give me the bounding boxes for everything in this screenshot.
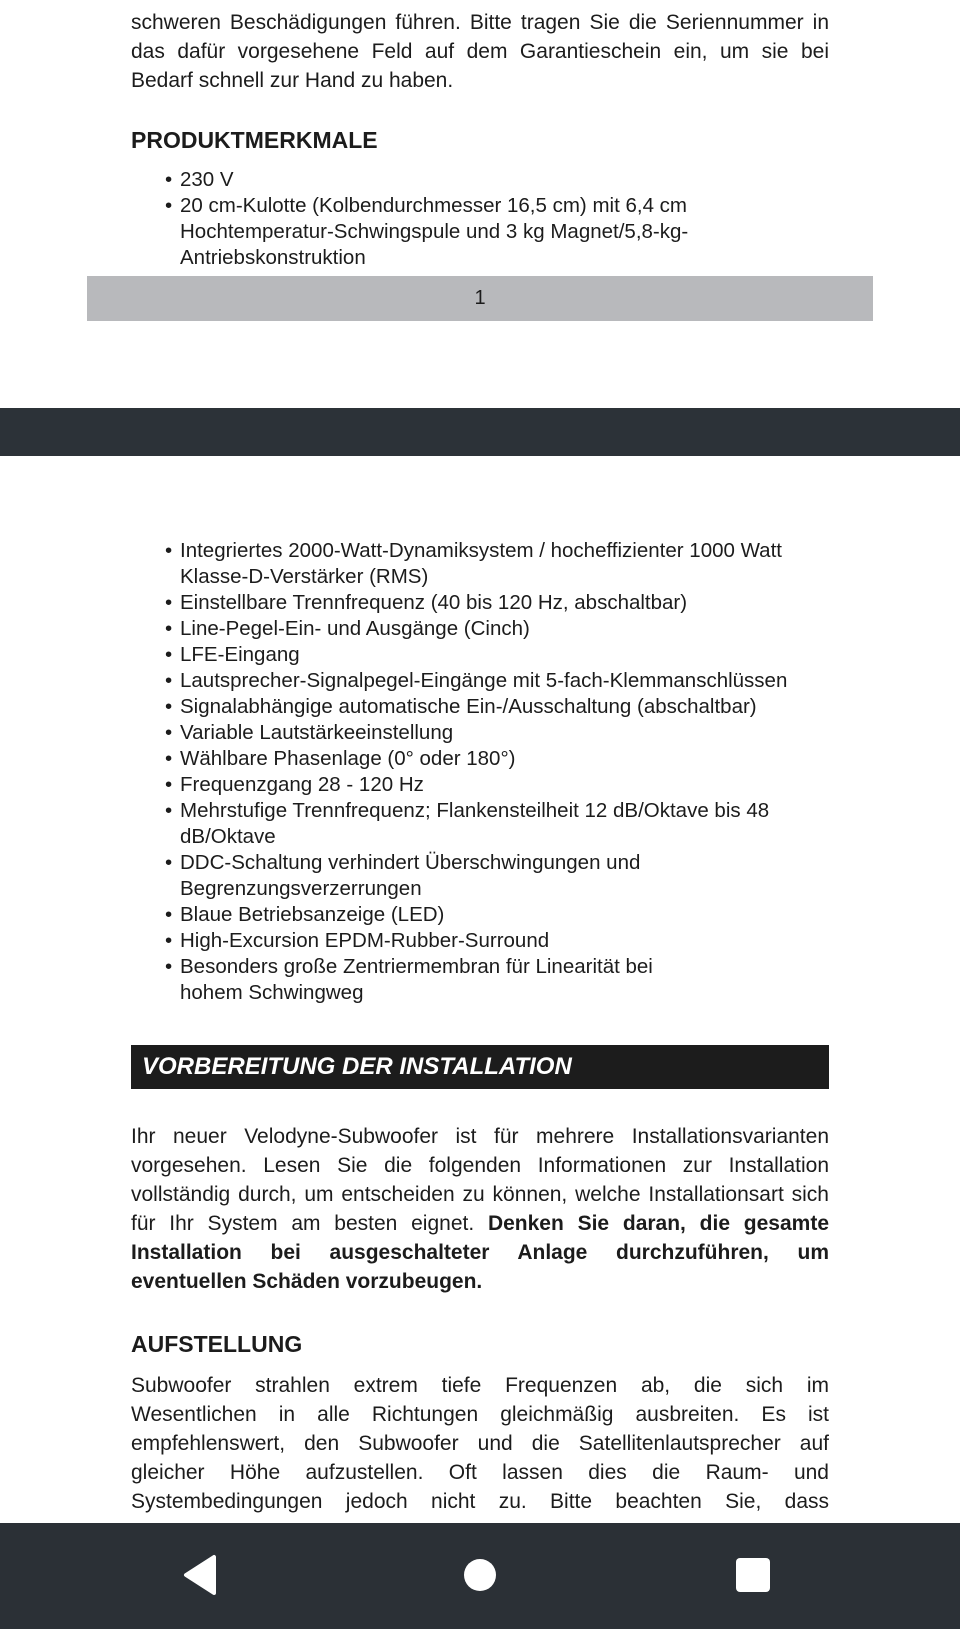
feature-item: • Mehrstufige Trennfrequenz; Flankensteilheit 12 dB/Oktave bis 48 dB/Oktave bbox=[165, 798, 845, 850]
feature-item: • High-Excursion EPDM-Rubber-Surround bbox=[165, 928, 845, 954]
page-divider bbox=[0, 408, 960, 456]
clipped-text-line bbox=[131, 0, 829, 2]
paragraph-line: schweren Beschädigungen führen. Bitte tragen Sie die Seriennummer in bbox=[131, 11, 829, 34]
home-button[interactable] bbox=[450, 1545, 510, 1605]
features-heading: PRODUKTMERKMALE bbox=[131, 127, 378, 153]
feature-item: • Variable Lautstärkeeinstellung bbox=[165, 720, 845, 746]
paragraph-line: Systembedingungen jedoch nicht zu. Bitte beachten Sie, dass bbox=[131, 1490, 829, 1513]
section-title: VORBEREITUNG DER INSTALLATION bbox=[142, 1053, 572, 1080]
feature-item: • 230 V bbox=[165, 167, 735, 193]
features-list-page2 bbox=[165, 538, 845, 1006]
features-list-page1 bbox=[165, 167, 735, 271]
feature-item: • Signalabhängige automatische Ein-/Ausschaltung (abschaltbar) bbox=[165, 694, 845, 720]
paragraph-line: Subwoofer strahlen extrem tiefe Frequenzen ab, die sich im bbox=[131, 1374, 829, 1397]
home-circle-icon bbox=[450, 1545, 510, 1605]
feature-item: • Besonders große Zentriermembran für Linearität bei hohem Schwingweg bbox=[165, 954, 690, 1006]
paragraph-line: empfehlenswert, den Subwoofer und die Satellitenlautsprecher auf bbox=[131, 1432, 829, 1455]
back-triangle-icon bbox=[172, 1545, 232, 1605]
installation-warning: Denken Sie daran, die gesamte Installation bei ausgeschalteter Anlage durchzuführen, um eventuellen Schäden vorzubeugen. bbox=[131, 1212, 829, 1293]
paragraph-line: das dafür vorgesehene Feld auf dem Garantieschein ein, um sie bei bbox=[131, 40, 829, 63]
feature-item: • Einstellbare Trennfrequenz (40 bis 120 Hz, abschaltbar) bbox=[165, 590, 845, 616]
feature-item: • Lautsprecher-Signalpegel-Eingänge mit 5-fach-Klemmanschlüssen bbox=[165, 668, 845, 694]
back-button[interactable] bbox=[172, 1545, 232, 1605]
placement-heading: AUFSTELLUNG bbox=[131, 1331, 303, 1357]
feature-item: • Blaue Betriebsanzeige (LED) bbox=[165, 902, 845, 928]
document-page-1 bbox=[0, 0, 960, 408]
intro-paragraph bbox=[131, 8, 829, 95]
document-page-2 bbox=[0, 456, 960, 1523]
paragraph-line: Wesentlichen in alle Richtungen gleichmäßig ausbreiten. Es ist bbox=[131, 1403, 829, 1426]
feature-item: • Wählbare Phasenlage (0° oder 180°) bbox=[165, 746, 845, 772]
feature-item: • 20 cm-Kulotte (Kolbendurchmesser 16,5 cm) mit 6,4 cm Hochtemperatur-Schwingspule und 3 kg Magnet/5,8-kg-Antriebskonstruktion bbox=[165, 193, 735, 271]
system-navigation-bar bbox=[0, 1523, 960, 1629]
paragraph-line: gleicher Höhe aufzustellen. Oft lassen dies die Raum- und bbox=[131, 1461, 829, 1484]
feature-item: • LFE-Eingang bbox=[165, 642, 845, 668]
section-title-bar bbox=[131, 1045, 829, 1089]
installation-text: Ihr neuer Velodyne-Subwoofer ist für mehrere Installationsvarianten vorgesehen. Lesen Sie die folgenden Informationen zur Installation vollständig durch, um entscheiden zu können, welche Installationsart sich für Ihr System am besten eignet. bbox=[131, 1125, 829, 1235]
page-number-bar bbox=[87, 276, 873, 321]
paragraph-line: Bedarf schnell zur Hand zu haben. bbox=[131, 69, 454, 92]
feature-item: • Integriertes 2000-Watt-Dynamiksystem / hocheffizienter 1000 Watt Klasse-D-Verstärker (RMS) bbox=[165, 538, 845, 590]
feature-item: • DDC-Schaltung verhindert Überschwingungen und Begrenzungsverzerrungen bbox=[165, 850, 845, 902]
recents-square-icon bbox=[723, 1545, 783, 1605]
page-number: 1 bbox=[474, 287, 486, 309]
placement-paragraph bbox=[131, 1371, 829, 1516]
installation-paragraph bbox=[131, 1122, 829, 1296]
recents-button[interactable] bbox=[723, 1545, 783, 1605]
feature-item: • Frequenzgang 28 - 120 Hz bbox=[165, 772, 845, 798]
feature-item: • Line-Pegel-Ein- und Ausgänge (Cinch) bbox=[165, 616, 845, 642]
